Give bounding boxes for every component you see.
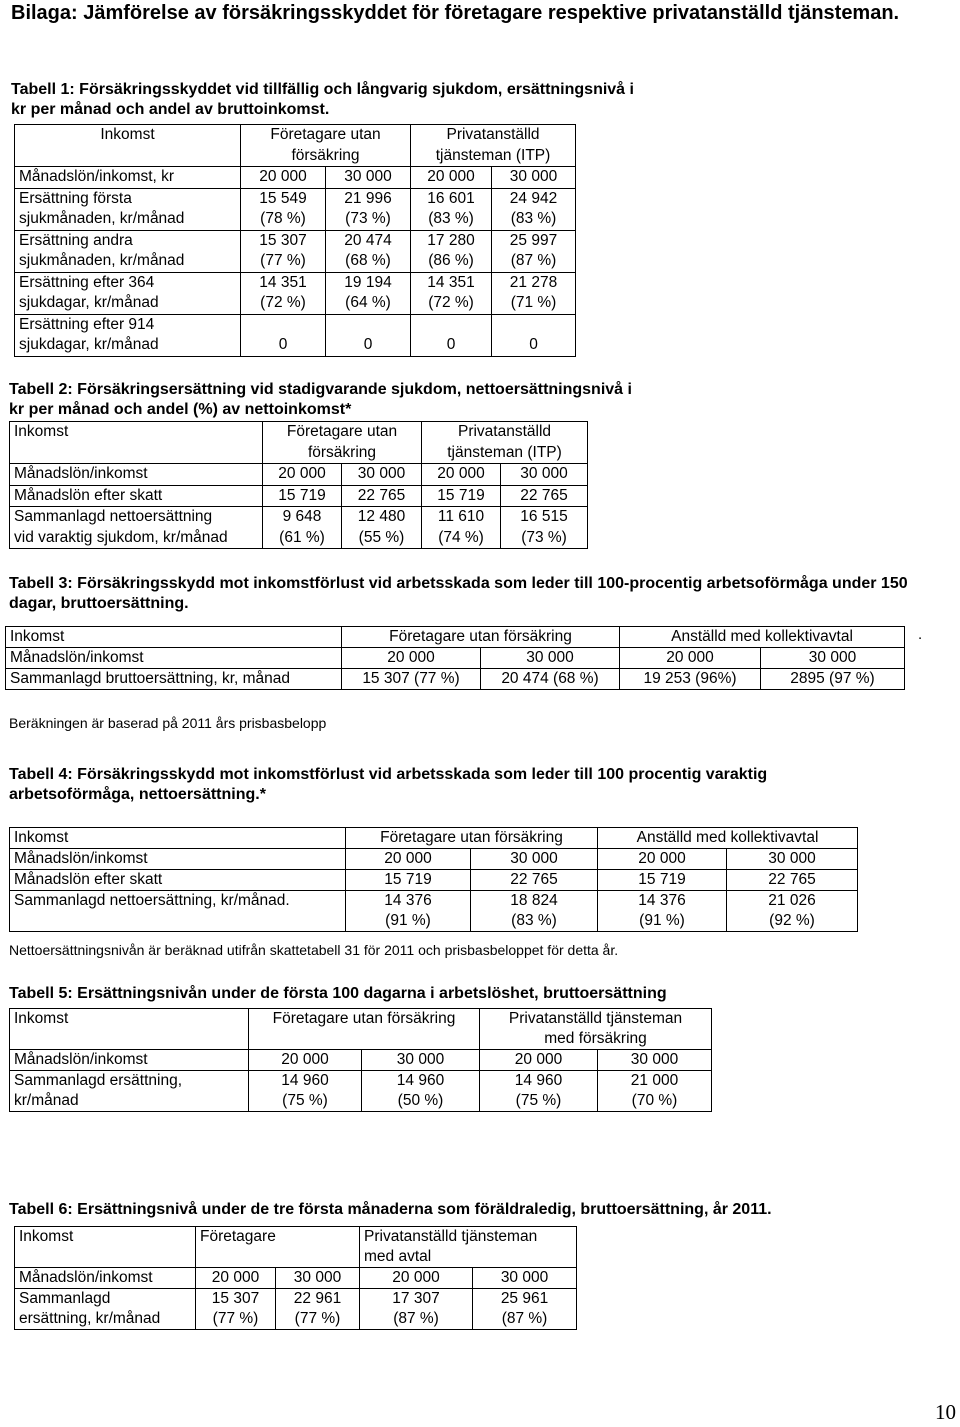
table2-cell: 30 000	[501, 464, 588, 486]
table5-head-entrepreneur: Företagare utan försäkring	[249, 1009, 480, 1050]
table2-head-employee: Privatanställd tjänsteman (ITP)	[422, 422, 588, 464]
table5-caption: Tabell 5: Ersättningsnivån under de första 100 dagarna i arbetslöshet, bruttoersättning	[9, 985, 667, 1002]
table1-cell: 0	[411, 314, 492, 356]
table4-cell: 30 000	[471, 849, 598, 870]
table1-cell: 0	[492, 314, 576, 356]
table4-cell: 20 000	[598, 849, 727, 870]
table3-cell: 30 000	[481, 648, 620, 669]
table4	[9, 827, 858, 932]
table5-cell: 30 000	[362, 1050, 480, 1071]
table2-cell: Sammanlagd nettoersättning vid varaktig sjukdom, kr/månad	[10, 507, 263, 549]
table2-cell: 9 648 (61 %)	[263, 507, 342, 549]
table3-cell: Sammanlagd bruttoersättning, kr, månad	[6, 669, 342, 690]
table4-cell: Månadslön efter skatt	[10, 870, 346, 891]
table6	[14, 1226, 577, 1330]
table4-header-row	[10, 828, 858, 849]
table2-cell: 15 719	[422, 485, 501, 507]
table2-caption: Tabell 2: Försäkringsersättning vid stadigvarande sjukdom, nettoersättningsnivå i kr per månad och andel (%) av nettoinkomst*	[9, 381, 632, 418]
table2-head-income: Inkomst	[10, 422, 263, 464]
table5-cell: 14 960 (75 %)	[249, 1071, 362, 1112]
table1-caption: Tabell 1: Försäkringsskyddet vid tillfällig och långvarig sjukdom, ersättningsnivå i kr per månad och andel av bruttoinkomst.	[11, 81, 634, 118]
table-row	[10, 1050, 712, 1071]
table2-head-entrepreneur: Företagare utan försäkring	[263, 422, 422, 464]
page-number: 10	[935, 1400, 956, 1424]
table6-cell: Månadslön/inkomst	[15, 1268, 196, 1289]
table1-cell: 25 997 (87 %)	[492, 230, 576, 272]
table-row	[15, 272, 576, 314]
table1-cell: 30 000	[326, 167, 411, 189]
table4-cell: 22 765	[727, 870, 858, 891]
table1-cell: 15 307 (77 %)	[241, 230, 326, 272]
table4-cell: 20 000	[346, 849, 471, 870]
table4-cell: 30 000	[727, 849, 858, 870]
table5-cell: 30 000	[598, 1050, 712, 1071]
table2-cell: 12 480 (55 %)	[342, 507, 422, 549]
table3	[5, 626, 905, 690]
table1-cell: 30 000	[492, 167, 576, 189]
table6-head-employee: Privatanställd tjänsteman med avtal	[360, 1227, 577, 1268]
table-row	[10, 891, 858, 932]
table3-header-row	[6, 627, 905, 648]
table6-cell: 15 307 (77 %)	[196, 1289, 276, 1330]
table-row	[15, 167, 576, 189]
table4-cell: 15 719	[598, 870, 727, 891]
table3-cell: 2895 (97 %)	[761, 669, 905, 690]
table1-cell: Ersättning efter 914 sjukdagar, kr/månad	[15, 314, 241, 356]
table-row	[15, 314, 576, 356]
table6-cell: Sammanlagd ersättning, kr/månad	[15, 1289, 196, 1330]
table1-cell: 16 601 (83 %)	[411, 188, 492, 230]
table3-cell: 20 000	[342, 648, 481, 669]
table1-cell: Ersättning första sjukmånaden, kr/månad	[15, 188, 241, 230]
table5-cell: 20 000	[249, 1050, 362, 1071]
table1-head-income: Inkomst	[15, 125, 241, 167]
table4-cell: 14 376 (91 %)	[598, 891, 727, 932]
table6-head-entrepreneur: Företagare	[196, 1227, 360, 1268]
table3-cell: 20 000	[620, 648, 761, 669]
table-row	[10, 507, 588, 549]
table5	[9, 1008, 712, 1112]
table2-cell: 15 719	[263, 485, 342, 507]
table4-caption: Tabell 4: Försäkringsskydd mot inkomstförlust vid arbetsskada som leder till 100 procentig varaktig arbetsoförmåga, nettoersättning.*	[9, 766, 768, 803]
table1-cell: 20 000	[411, 167, 492, 189]
table2-cell: 16 515 (73 %)	[501, 507, 588, 549]
table3-caption: Tabell 3: Försäkringsskydd mot inkomstförlust vid arbetsskada som leder till 100-procentig arbetsoförmåga under 150 dagar, bruttoersättning.	[9, 575, 908, 612]
table5-cell: Sammanlagd ersättning, kr/månad	[10, 1071, 249, 1112]
table6-head-income: Inkomst	[15, 1227, 196, 1268]
table2-cell: 22 765	[342, 485, 422, 507]
table5-cell: Månadslön/inkomst	[10, 1050, 249, 1071]
table1-cell: 20 474 (68 %)	[326, 230, 411, 272]
table6-cell: 17 307 (87 %)	[360, 1289, 473, 1330]
table1-header-row	[15, 125, 576, 167]
table1-head-entrepreneur: Företagare utan försäkring	[241, 125, 411, 167]
table1-cell: Ersättning efter 364 sjukdagar, kr/månad	[15, 272, 241, 314]
table4-head-employee: Anställd med kollektivavtal	[598, 828, 858, 849]
table-row	[15, 1268, 577, 1289]
table5-cell: 14 960 (50 %)	[362, 1071, 480, 1112]
table4-cell: Månadslön/inkomst	[10, 849, 346, 870]
table2-header-row	[10, 422, 588, 464]
table-row	[10, 870, 858, 891]
table6-cell: 25 961 (87 %)	[473, 1289, 577, 1330]
table1	[14, 124, 576, 357]
table-row	[10, 1071, 712, 1112]
table3-note: Beräkningen är baserad på 2011 års prisbasbelopp	[9, 715, 327, 731]
table4-head-entrepreneur: Företagare utan försäkring	[346, 828, 598, 849]
table1-cell: 14 351 (72 %)	[411, 272, 492, 314]
table1-cell: Ersättning andra sjukmånaden, kr/månad	[15, 230, 241, 272]
table4-cell: Sammanlagd nettoersättning, kr/månad.	[10, 891, 346, 932]
table-row	[15, 1289, 577, 1330]
table1-cell: 15 549 (78 %)	[241, 188, 326, 230]
table5-cell: 14 960 (75 %)	[480, 1071, 598, 1112]
table5-cell: 20 000	[480, 1050, 598, 1071]
table2-cell: Månadslön/inkomst	[10, 464, 263, 486]
table3-cell: 30 000	[761, 648, 905, 669]
table2-cell: 20 000	[422, 464, 501, 486]
table4-cell: 15 719	[346, 870, 471, 891]
table4-head-income: Inkomst	[10, 828, 346, 849]
table6-caption: Tabell 6: Ersättningsnivå under de tre första månaderna som föräldraledig, bruttoersättning, år 2011.	[9, 1201, 772, 1218]
table1-cell: 14 351 (72 %)	[241, 272, 326, 314]
table4-note: Nettoersättningsnivån är beräknad utifrån skattetabell 31 för 2011 och prisbasbeloppet för detta år.	[9, 942, 619, 958]
table4-cell: 21 026 (92 %)	[727, 891, 858, 932]
table3-cell: 15 307 (77 %)	[342, 669, 481, 690]
table-row	[15, 188, 576, 230]
table3-head-entrepreneur: Företagare utan försäkring	[342, 627, 620, 648]
table-row	[6, 669, 905, 690]
table2-cell: 30 000	[342, 464, 422, 486]
table5-head-employee: Privatanställd tjänsteman med försäkring	[480, 1009, 712, 1050]
table1-head-employee: Privatanställd tjänsteman (ITP)	[411, 125, 576, 167]
table6-cell: 20 000	[360, 1268, 473, 1289]
table3-cell: Månadslön/inkomst	[6, 648, 342, 669]
table2-cell: 22 765	[501, 485, 588, 507]
table1-cell: 17 280 (86 %)	[411, 230, 492, 272]
table1-cell: 21 996 (73 %)	[326, 188, 411, 230]
table6-cell: 20 000	[196, 1268, 276, 1289]
table3-head-income: Inkomst	[6, 627, 342, 648]
table3-head-employee: Anställd med kollektivavtal	[620, 627, 905, 648]
table-row	[6, 648, 905, 669]
table3-cell: 20 474 (68 %)	[481, 669, 620, 690]
table3-cell: 19 253 (96%)	[620, 669, 761, 690]
table1-cell: 21 278 (71 %)	[492, 272, 576, 314]
table1-cell: 24 942 (83 %)	[492, 188, 576, 230]
table1-cell: 19 194 (64 %)	[326, 272, 411, 314]
page-heading: Bilaga: Jämförelse av försäkringsskyddet för företagare respektive privatanställd tjänsteman.	[11, 2, 900, 24]
table1-cell: Månadslön/inkomst, kr	[15, 167, 241, 189]
table1-cell: 0	[241, 314, 326, 356]
table4-cell: 14 376 (91 %)	[346, 891, 471, 932]
table4-cell: 18 824 (83 %)	[471, 891, 598, 932]
table-row	[10, 849, 858, 870]
table5-cell: 21 000 (70 %)	[598, 1071, 712, 1112]
table6-header-row	[15, 1227, 577, 1268]
table5-header-row	[10, 1009, 712, 1050]
table-row	[10, 464, 588, 486]
table2	[9, 421, 588, 549]
table6-cell: 22 961 (77 %)	[276, 1289, 360, 1330]
table6-cell: 30 000	[276, 1268, 360, 1289]
table4-cell: 22 765	[471, 870, 598, 891]
table6-cell: 30 000	[473, 1268, 577, 1289]
table1-cell: 20 000	[241, 167, 326, 189]
table-row	[10, 485, 588, 507]
table3-stray-dot: .	[918, 626, 923, 643]
table2-cell: 11 610 (74 %)	[422, 507, 501, 549]
table1-cell: 0	[326, 314, 411, 356]
table5-head-income: Inkomst	[10, 1009, 249, 1050]
table-row	[15, 230, 576, 272]
table2-cell: Månadslön efter skatt	[10, 485, 263, 507]
table2-cell: 20 000	[263, 464, 342, 486]
